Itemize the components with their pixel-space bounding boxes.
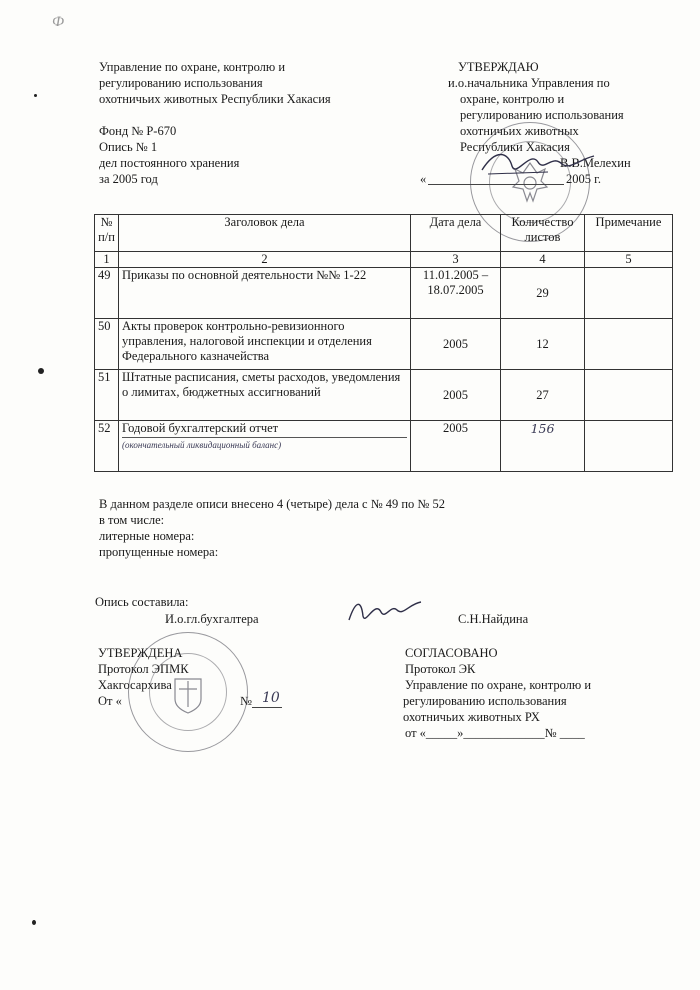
approved-number: 10	[262, 690, 280, 706]
col-number: 1	[95, 252, 119, 268]
agreed-line3: регулированию использования	[403, 694, 567, 708]
header-number: № п/п	[95, 215, 119, 252]
row-date: 2005	[411, 421, 501, 472]
row-title: Акты проверок контрольно-ревизионного управления, налоговой инспекции и отделения Федерального казначейства	[119, 319, 411, 370]
table-row	[95, 319, 673, 370]
agreed-line1: Протокол ЭК	[405, 662, 476, 676]
row-title: Штатные расписания, сметы расходов, уведомления о лимитах, бюджетных ассигнований	[119, 370, 411, 421]
summary-line3: литерные номера:	[99, 529, 195, 543]
corner-handwritten-mark: Ф	[52, 14, 65, 30]
summary-line2: в том числе:	[99, 513, 165, 527]
agreed-heading: СОГЛАСОВАНО	[405, 646, 498, 660]
row-date: 11.01.2005 – 18.07.2005	[411, 268, 501, 319]
approve-date-year: 2005 г.	[566, 172, 601, 186]
row-title-cell	[119, 421, 411, 472]
org-name-line2: регулированию использования	[99, 76, 263, 90]
row-number: 50	[95, 319, 119, 370]
approve-line5: Республики Хакасия	[460, 140, 570, 154]
summary-line4: пропущенные номера:	[99, 545, 219, 559]
table-header-row	[95, 215, 673, 252]
coat-of-arms-icon	[129, 633, 247, 751]
official-seal-stamp-bottom	[128, 632, 248, 752]
row-number: 51	[95, 370, 119, 421]
row-date: 2005	[411, 370, 501, 421]
org-name-line1: Управление по охране, контролю и	[99, 60, 286, 74]
col-number: 5	[585, 252, 673, 268]
row-note	[585, 268, 673, 319]
opis-title-line2: за 2005 год	[99, 172, 158, 186]
agreed-line5: от «_____»_____________№ ____	[405, 726, 585, 740]
approved-number-underline	[252, 707, 282, 708]
row-sheets: 29	[501, 268, 585, 319]
fond-number: Фонд № Р-670	[99, 124, 177, 138]
row-date: 2005	[411, 319, 501, 370]
approve-line2: охране, контролю и	[460, 92, 565, 106]
col-number: 2	[119, 252, 411, 268]
approve-signer: В.В.Мелехин	[560, 156, 631, 170]
approve-line3: регулированию использования	[460, 108, 624, 122]
agreed-line4: охотничьих животных РХ	[403, 710, 540, 724]
compiled-name: С.Н.Найдина	[458, 612, 529, 626]
compiled-label: Опись составила:	[95, 595, 189, 609]
approve-date-open: «	[420, 172, 427, 186]
table-row	[95, 421, 673, 472]
signature-melekhin	[478, 142, 598, 182]
signature-naidina	[345, 594, 425, 628]
approved-date-prefix: От «	[98, 694, 122, 708]
summary-line1: В данном разделе описи внесено 4 (четыре) дела с № 49 по № 52	[99, 497, 445, 511]
table-column-numbers-row	[95, 252, 673, 268]
scan-speck	[34, 94, 37, 97]
approve-line1: и.о.начальника Управления по	[448, 76, 610, 90]
compiled-position: И.о.гл.бухгалтера	[165, 612, 259, 626]
approve-line4: охотничьих животных	[460, 124, 579, 138]
row-note	[585, 319, 673, 370]
row-sheets: 27	[501, 370, 585, 421]
inventory-table	[94, 214, 673, 472]
col-number: 4	[501, 252, 585, 268]
org-name-line3: охотничьих животных Республики Хакасия	[99, 92, 331, 106]
approved-line2: Хакгосархива	[98, 678, 172, 692]
row-number: 49	[95, 268, 119, 319]
row-title: Приказы по основной деятельности №№ 1-22	[119, 268, 411, 319]
row-number: 52	[95, 421, 119, 472]
scan-speck	[32, 920, 36, 925]
row-sheets-handwritten: 156	[501, 421, 585, 472]
header-date: Дата дела	[411, 215, 501, 252]
agreed-line2: Управление по охране, контролю и	[405, 678, 592, 692]
row-note	[585, 370, 673, 421]
approved-heading: УТВЕРЖДЕНА	[98, 646, 183, 660]
row-title-handwritten-note: (окончательный ликвидационный баланс)	[122, 437, 407, 453]
approved-number-prefix: №	[240, 694, 252, 708]
row-note	[585, 421, 673, 472]
approved-line1: Протокол ЭПМК	[98, 662, 189, 676]
header-title: Заголовок дела	[119, 215, 411, 252]
header-sheets: Количество листов	[501, 215, 585, 252]
row-sheets: 12	[501, 319, 585, 370]
row-title: Годовой бухгалтерский отчет	[122, 421, 279, 435]
opis-title-line1: дел постоянного хранения	[99, 156, 240, 170]
col-number: 3	[411, 252, 501, 268]
opis-number: Опись № 1	[99, 140, 158, 154]
scan-speck	[38, 368, 44, 374]
table-row	[95, 268, 673, 319]
approve-heading: УТВЕРЖДАЮ	[458, 60, 539, 74]
table-row	[95, 370, 673, 421]
header-note: Примечание	[585, 215, 673, 252]
